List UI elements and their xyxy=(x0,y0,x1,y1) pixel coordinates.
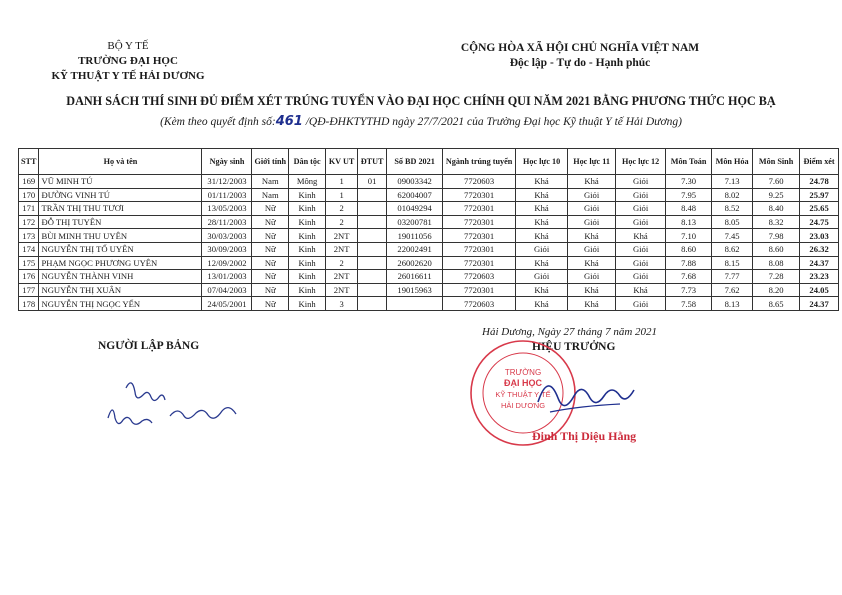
col-grade11-cell: Giỏi xyxy=(568,202,616,216)
col-grade12-cell: Giỏi xyxy=(616,270,666,284)
col-ethnicity-cell: Kinh xyxy=(289,270,326,284)
col-area-cell: 2NT xyxy=(326,283,358,297)
col-grade12-header: Học lực 12 xyxy=(616,149,666,175)
svg-text:KỸ THUẬT Y TẾ: KỸ THUẬT Y TẾ xyxy=(495,390,551,399)
col-major-cell: 7720301 xyxy=(443,188,516,202)
maker-signature xyxy=(104,372,254,442)
col-stt-cell: 178 xyxy=(19,297,39,311)
col-total-header: Điểm xét xyxy=(800,149,839,175)
col-total-cell: 24.05 xyxy=(800,283,839,297)
col-grade11-cell: Giỏi xyxy=(568,242,616,256)
col-chemistry-cell: 8.13 xyxy=(712,297,753,311)
col-area-header: KV UT xyxy=(326,149,358,175)
col-chemistry-header: Môn Hóa xyxy=(712,149,753,175)
issuer-header xyxy=(28,39,228,84)
col-name-header: Họ và tên xyxy=(39,149,202,175)
col-stt-cell: 174 xyxy=(19,242,39,256)
col-ethnicity-cell: Kinh xyxy=(289,229,326,243)
col-dob-cell: 07/04/2003 xyxy=(202,283,252,297)
col-dob-header: Ngày sinh xyxy=(202,149,252,175)
col-ethnicity-cell: Kinh xyxy=(289,188,326,202)
col-name-cell: NGUYỄN THỊ TỐ UYÊN xyxy=(39,242,202,256)
col-gender-cell: Nữ xyxy=(252,270,289,284)
col-major-cell: 7720301 xyxy=(443,229,516,243)
col-ethnicity-cell: Kinh xyxy=(289,283,326,297)
col-total-cell: 25.97 xyxy=(800,188,839,202)
col-biology-cell: 8.32 xyxy=(753,215,800,229)
col-grade12-cell: Giỏi xyxy=(616,242,666,256)
col-math-cell: 7.58 xyxy=(666,297,712,311)
col-stt-cell: 176 xyxy=(19,270,39,284)
col-grade11-header: Học lực 11 xyxy=(568,149,616,175)
col-biology-cell: 8.08 xyxy=(753,256,800,270)
table-row xyxy=(19,215,839,229)
col-name-cell: TRẦN THỊ THU TƯƠI xyxy=(39,202,202,216)
table-row xyxy=(19,202,839,216)
col-math-cell: 8.60 xyxy=(666,242,712,256)
col-grade10-cell: Giỏi xyxy=(516,270,568,284)
col-chemistry-cell: 7.62 xyxy=(712,283,753,297)
col-major-cell: 7720603 xyxy=(443,270,516,284)
col-total-cell: 24.37 xyxy=(800,297,839,311)
col-ethnicity-cell: Kinh xyxy=(289,242,326,256)
col-grade11-cell: Khá xyxy=(568,256,616,270)
col-gender-cell: Nữ xyxy=(252,256,289,270)
candidate-table xyxy=(18,148,839,311)
place-date: Hải Dương, Ngày 27 tháng 7 năm 2021 xyxy=(482,326,658,338)
col-gender-cell: Nữ xyxy=(252,283,289,297)
col-grade11-cell: Giỏi xyxy=(568,270,616,284)
svg-text:ĐẠI HỌC: ĐẠI HỌC xyxy=(504,378,542,388)
col-exam-no-cell xyxy=(387,297,443,311)
col-exam-no-cell: 26002620 xyxy=(387,256,443,270)
col-grade12-cell: Giỏi xyxy=(616,175,666,189)
col-exam-no-header: Số BD 2021 xyxy=(387,149,443,175)
col-area-cell: 3 xyxy=(326,297,358,311)
col-priority-cell xyxy=(358,297,387,311)
col-priority-cell xyxy=(358,229,387,243)
col-grade12-cell: Giỏi xyxy=(616,202,666,216)
col-gender-cell: Nữ xyxy=(252,242,289,256)
col-total-cell: 23.03 xyxy=(800,229,839,243)
col-name-cell: NGUYỄN THÀNH VINH xyxy=(39,270,202,284)
col-name-cell: PHẠM NGỌC PHƯƠNG UYÊN xyxy=(39,256,202,270)
col-major-cell: 7720603 xyxy=(443,175,516,189)
col-major-cell: 7720301 xyxy=(443,202,516,216)
col-exam-no-cell: 26016611 xyxy=(387,270,443,284)
col-math-cell: 7.68 xyxy=(666,270,712,284)
col-major-cell: 7720301 xyxy=(443,242,516,256)
col-major-cell: 7720603 xyxy=(443,297,516,311)
principal-signature xyxy=(530,372,640,422)
col-stt-cell: 169 xyxy=(19,175,39,189)
col-math-cell: 8.13 xyxy=(666,215,712,229)
col-dob-cell: 31/12/2003 xyxy=(202,175,252,189)
col-stt-cell: 177 xyxy=(19,283,39,297)
col-grade10-cell: Khá xyxy=(516,202,568,216)
col-chemistry-cell: 7.77 xyxy=(712,270,753,284)
table-row xyxy=(19,242,839,256)
col-priority-cell xyxy=(358,188,387,202)
col-dob-cell: 30/09/2003 xyxy=(202,242,252,256)
col-total-cell: 25.65 xyxy=(800,202,839,216)
col-chemistry-cell: 7.45 xyxy=(712,229,753,243)
table-body xyxy=(19,175,839,311)
col-ethnicity-cell: Kinh xyxy=(289,215,326,229)
col-priority-cell xyxy=(358,270,387,284)
col-name-cell: NGUYỄN THỊ XUÂN xyxy=(39,283,202,297)
col-grade10-cell: Khá xyxy=(516,297,568,311)
col-area-cell: 1 xyxy=(326,175,358,189)
col-grade12-cell: Giỏi xyxy=(616,188,666,202)
col-exam-no-cell: 62004007 xyxy=(387,188,443,202)
table-row xyxy=(19,188,839,202)
col-chemistry-cell: 8.02 xyxy=(712,188,753,202)
col-ethnicity-cell: Kinh xyxy=(289,256,326,270)
table-row xyxy=(19,297,839,311)
maker-label: NGƯỜI LẬP BẢNG xyxy=(98,340,200,352)
col-name-cell: ĐƯỜNG VINH TÚ xyxy=(39,188,202,202)
subtitle-after: /QĐ-ĐHKTYTHD ngày 27/7/2021 của Trường Đại học Kỹ thuật Y tế Hải Dương) xyxy=(305,116,682,128)
table-row xyxy=(19,283,839,297)
col-gender-cell: Nữ xyxy=(252,202,289,216)
col-gender-cell: Nữ xyxy=(252,297,289,311)
col-gender-header: Giới tính xyxy=(252,149,289,175)
ministry-name: BỘ Y TẾ xyxy=(107,40,149,52)
col-grade12-cell: Khá xyxy=(616,229,666,243)
col-priority-cell xyxy=(358,256,387,270)
col-name-cell: BÙI MINH THU UYÊN xyxy=(39,229,202,243)
col-name-cell: ĐỖ THỊ TUYÊN xyxy=(39,215,202,229)
subtitle-before: (Kèm theo quyết định số: xyxy=(160,116,276,128)
col-area-cell: 2 xyxy=(326,215,358,229)
col-stt-cell: 172 xyxy=(19,215,39,229)
col-chemistry-cell: 7.13 xyxy=(712,175,753,189)
col-area-cell: 1 xyxy=(326,188,358,202)
svg-text:HẢI DƯƠNG: HẢI DƯƠNG xyxy=(500,401,546,410)
table-header-row xyxy=(19,149,839,175)
col-area-cell: 2NT xyxy=(326,229,358,243)
col-dob-cell: 28/11/2003 xyxy=(202,215,252,229)
republic-name: CỘNG HÒA XÃ HỘI CHỦ NGHĨA VIỆT NAM xyxy=(460,42,700,54)
col-grade10-cell: Khá xyxy=(516,175,568,189)
col-exam-no-cell: 19011056 xyxy=(387,229,443,243)
col-major-cell: 7720301 xyxy=(443,215,516,229)
col-major-header: Ngành trúng tuyển xyxy=(443,149,516,175)
col-priority-header: ĐTUT xyxy=(358,149,387,175)
national-header xyxy=(420,41,740,71)
col-grade12-cell: Giỏi xyxy=(616,256,666,270)
col-biology-cell: 7.28 xyxy=(753,270,800,284)
col-area-cell: 2NT xyxy=(326,242,358,256)
document-subtitle xyxy=(0,114,842,129)
col-dob-cell: 01/11/2003 xyxy=(202,188,252,202)
col-math-cell: 7.30 xyxy=(666,175,712,189)
signer-role: HIỆU TRƯỞNG xyxy=(532,341,616,353)
col-exam-no-cell: 03200781 xyxy=(387,215,443,229)
col-stt-cell: 173 xyxy=(19,229,39,243)
col-math-cell: 7.88 xyxy=(666,256,712,270)
col-biology-cell: 7.60 xyxy=(753,175,800,189)
col-stt-cell: 175 xyxy=(19,256,39,270)
col-exam-no-cell: 09003342 xyxy=(387,175,443,189)
col-exam-no-cell: 22002491 xyxy=(387,242,443,256)
col-grade11-cell: Giỏi xyxy=(568,188,616,202)
col-stt-cell: 171 xyxy=(19,202,39,216)
col-math-cell: 7.73 xyxy=(666,283,712,297)
col-total-cell: 24.37 xyxy=(800,256,839,270)
col-biology-header: Môn Sinh xyxy=(753,149,800,175)
col-ethnicity-cell: Kinh xyxy=(289,297,326,311)
col-name-cell: NGUYỄN THỊ NGỌC YẾN xyxy=(39,297,202,311)
col-area-cell: 2 xyxy=(326,256,358,270)
col-dob-cell: 13/05/2003 xyxy=(202,202,252,216)
col-name-cell: VŨ MINH TÚ xyxy=(39,175,202,189)
col-dob-cell: 24/05/2001 xyxy=(202,297,252,311)
col-grade10-cell: Khá xyxy=(516,188,568,202)
col-chemistry-cell: 8.15 xyxy=(712,256,753,270)
signer-name: Đinh Thị Diệu Hằng xyxy=(532,429,637,443)
col-priority-cell xyxy=(358,202,387,216)
col-stt-header: STT xyxy=(19,149,39,175)
col-dob-cell: 30/03/2003 xyxy=(202,229,252,243)
col-gender-cell: Nữ xyxy=(252,229,289,243)
col-biology-cell: 7.98 xyxy=(753,229,800,243)
col-grade12-cell: Giỏi xyxy=(616,215,666,229)
col-total-cell: 23.23 xyxy=(800,270,839,284)
col-major-cell: 7720301 xyxy=(443,256,516,270)
col-grade10-cell: Khá xyxy=(516,215,568,229)
table-row xyxy=(19,270,839,284)
col-math-cell: 7.95 xyxy=(666,188,712,202)
col-total-cell: 26.32 xyxy=(800,242,839,256)
col-grade10-cell: Khá xyxy=(516,283,568,297)
school-name-line1: TRƯỜNG ĐẠI HỌC xyxy=(78,55,178,67)
table-row xyxy=(19,175,839,189)
document-title: DANH SÁCH THÍ SINH ĐỦ ĐIỂM XÉT TRÚNG TUYỂN VÀO ĐẠI HỌC CHÍNH QUI NĂM 2021 BẰNG PHƯƠNG THỨC HỌC BẠ xyxy=(66,94,776,108)
col-biology-cell: 9.25 xyxy=(753,188,800,202)
col-total-cell: 24.78 xyxy=(800,175,839,189)
col-grade11-cell: Khá xyxy=(568,283,616,297)
col-grade12-cell: Giỏi xyxy=(616,297,666,311)
col-dob-cell: 12/09/2002 xyxy=(202,256,252,270)
col-grade11-cell: Khá xyxy=(568,229,616,243)
col-grade11-cell: Giỏi xyxy=(568,215,616,229)
col-stt-cell: 170 xyxy=(19,188,39,202)
col-total-cell: 24.75 xyxy=(800,215,839,229)
col-biology-cell: 8.40 xyxy=(753,202,800,216)
col-grade10-cell: Giỏi xyxy=(516,242,568,256)
col-math-header: Môn Toán xyxy=(666,149,712,175)
svg-text:TRƯỜNG: TRƯỜNG xyxy=(504,368,542,377)
col-math-cell: 7.10 xyxy=(666,229,712,243)
col-chemistry-cell: 8.62 xyxy=(712,242,753,256)
table-row xyxy=(19,229,839,243)
col-gender-cell: Nữ xyxy=(252,215,289,229)
col-area-cell: 2NT xyxy=(326,270,358,284)
col-chemistry-cell: 8.05 xyxy=(712,215,753,229)
decision-number: 461 xyxy=(275,114,303,129)
col-grade11-cell: Khá xyxy=(568,175,616,189)
col-grade10-cell: Khá xyxy=(516,256,568,270)
col-biology-cell: 8.65 xyxy=(753,297,800,311)
col-dob-cell: 13/01/2003 xyxy=(202,270,252,284)
col-grade10-cell: Khá xyxy=(516,229,568,243)
col-major-cell: 7720301 xyxy=(443,283,516,297)
col-priority-cell xyxy=(358,215,387,229)
col-ethnicity-header: Dân tộc xyxy=(289,149,326,175)
col-biology-cell: 8.20 xyxy=(753,283,800,297)
col-priority-cell xyxy=(358,283,387,297)
col-exam-no-cell: 01049294 xyxy=(387,202,443,216)
col-biology-cell: 8.60 xyxy=(753,242,800,256)
national-motto: Độc lập - Tự do - Hạnh phúc xyxy=(509,57,651,69)
col-chemistry-cell: 8.52 xyxy=(712,202,753,216)
col-ethnicity-cell: Mông xyxy=(289,175,326,189)
school-name-line2: KỸ THUẬT Y TẾ HẢI DƯƠNG xyxy=(51,70,205,82)
col-grade10-header: Học lực 10 xyxy=(516,149,568,175)
col-gender-cell: Nam xyxy=(252,188,289,202)
col-gender-cell: Nam xyxy=(252,175,289,189)
col-ethnicity-cell: Kinh xyxy=(289,202,326,216)
col-grade12-cell: Khá xyxy=(616,283,666,297)
col-priority-cell xyxy=(358,242,387,256)
col-math-cell: 8.48 xyxy=(666,202,712,216)
col-grade11-cell: Khá xyxy=(568,297,616,311)
col-area-cell: 2 xyxy=(326,202,358,216)
col-priority-cell: 01 xyxy=(358,175,387,189)
table-row xyxy=(19,256,839,270)
col-exam-no-cell: 19015963 xyxy=(387,283,443,297)
